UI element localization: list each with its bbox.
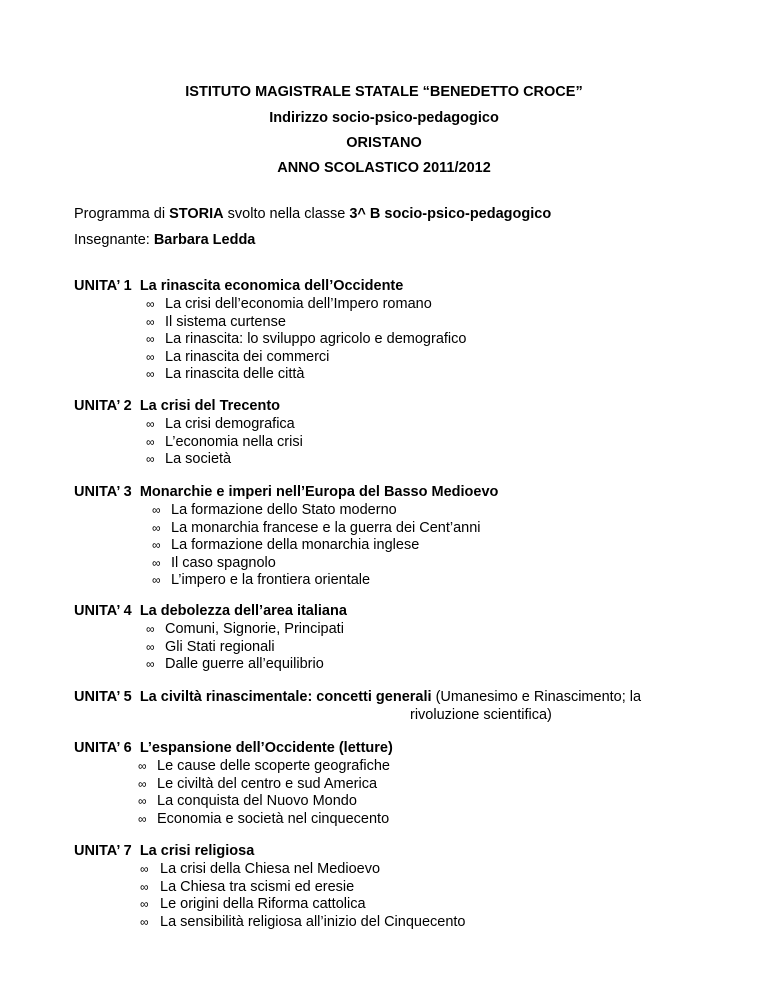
list-item: ∞ La società bbox=[146, 451, 232, 467]
unit-title-text: La civiltà rinascimentale: concetti generali bbox=[139, 689, 432, 705]
teacher-label: Insegnante: bbox=[74, 232, 154, 248]
unit-items bbox=[74, 296, 754, 384]
school-year: ANNO SCOLASTICO 2011/2012 bbox=[277, 160, 491, 176]
infinity-bullet-icon: ∞ bbox=[140, 879, 149, 894]
unit-number: UNITA’ 7 bbox=[74, 843, 132, 859]
infinity-bullet-icon: ∞ bbox=[146, 332, 155, 346]
list-item: ∞ La formazione della monarchia inglese bbox=[152, 537, 420, 553]
unit-title bbox=[74, 277, 754, 296]
unit-items bbox=[74, 502, 754, 590]
unit-number: UNITA’ 6 bbox=[74, 740, 132, 756]
unit-number: UNITA’ 5 bbox=[74, 689, 132, 705]
list-item: ∞ Dalle guerre all’equilibrio bbox=[146, 656, 324, 672]
list-item: ∞ La conquista del Nuovo Mondo bbox=[138, 793, 357, 809]
program-line bbox=[74, 206, 551, 222]
unit-number: UNITA’ 4 bbox=[74, 603, 132, 619]
infinity-bullet-icon: ∞ bbox=[152, 503, 161, 517]
unit-number: UNITA’ 2 bbox=[74, 398, 132, 414]
unit-title-text: L’espansione dell’Occidente (letture) bbox=[139, 740, 393, 756]
program-subject: STORIA bbox=[169, 206, 224, 222]
list-item: ∞ La monarchia francese e la guerra dei Cent’anni bbox=[152, 519, 481, 536]
program-prefix: Programma di bbox=[74, 206, 170, 222]
unit-items bbox=[74, 758, 754, 828]
list-item: ∞ La sensibilità religiosa all’inizio del Cinquecento bbox=[140, 913, 466, 930]
infinity-bullet-icon: ∞ bbox=[146, 657, 155, 671]
infinity-bullet-icon: ∞ bbox=[138, 794, 147, 808]
school-name: ISTITUTO MAGISTRALE STATALE “BENEDETTO CROCE” bbox=[185, 84, 583, 100]
infinity-bullet-icon: ∞ bbox=[152, 555, 161, 570]
unit-title-text: Monarchie e imperi nell’Europa del Basso Medioevo bbox=[139, 484, 499, 500]
list-item: ∞ La rinascita dei commerci bbox=[146, 348, 330, 365]
list-item: ∞ La Chiesa tra scismi ed eresie bbox=[140, 878, 355, 895]
infinity-bullet-icon: ∞ bbox=[140, 862, 149, 876]
unit-items bbox=[74, 621, 754, 674]
infinity-bullet-icon: ∞ bbox=[146, 452, 155, 466]
unit-5 bbox=[74, 688, 754, 723]
list-item: ∞ L’economia nella crisi bbox=[146, 433, 303, 450]
infinity-bullet-icon: ∞ bbox=[146, 622, 155, 636]
infinity-bullet-icon: ∞ bbox=[146, 639, 155, 654]
list-item: ∞ Le civiltà del centro e sud America bbox=[138, 775, 378, 792]
unit-title bbox=[74, 483, 754, 502]
list-item: ∞ Il caso spagnolo bbox=[152, 554, 276, 571]
infinity-bullet-icon: ∞ bbox=[146, 297, 155, 311]
infinity-bullet-icon: ∞ bbox=[138, 759, 147, 773]
infinity-bullet-icon: ∞ bbox=[140, 914, 149, 929]
unit-title bbox=[74, 397, 754, 416]
school-address: Indirizzo socio-psico-pedagogico bbox=[269, 110, 499, 126]
list-item: ∞ La crisi demografica bbox=[146, 416, 295, 432]
program-class: 3^ B socio-psico-pedagogico bbox=[349, 206, 552, 222]
unit-title bbox=[74, 842, 754, 861]
unit-7 bbox=[74, 842, 754, 931]
unit-number: UNITA’ 1 bbox=[74, 278, 132, 294]
list-item: ∞ Le origini della Riforma cattolica bbox=[140, 896, 366, 912]
list-item: ∞ Economia e società nel cinquecento bbox=[138, 810, 390, 827]
unit-note-continuation: rivoluzione scientifica) bbox=[410, 707, 552, 723]
unit-6 bbox=[74, 739, 754, 828]
unit-4 bbox=[74, 602, 754, 674]
infinity-bullet-icon: ∞ bbox=[146, 417, 155, 431]
list-item: ∞ La crisi della Chiesa nel Medioevo bbox=[140, 861, 381, 877]
infinity-bullet-icon: ∞ bbox=[146, 434, 155, 449]
unit-title bbox=[74, 688, 754, 707]
teacher-line bbox=[74, 232, 255, 248]
unit-title-text: La crisi del Trecento bbox=[139, 398, 281, 414]
infinity-bullet-icon: ∞ bbox=[146, 314, 155, 329]
program-middle: svolto nella classe bbox=[223, 206, 350, 222]
unit-3 bbox=[74, 483, 754, 590]
unit-title bbox=[74, 739, 754, 758]
list-item: ∞ Gli Stati regionali bbox=[146, 638, 275, 655]
list-item: ∞ La rinascita: lo sviluppo agricolo e demografico bbox=[146, 331, 467, 347]
list-item: ∞ Comuni, Signorie, Principati bbox=[146, 621, 344, 637]
unit-title-text: La rinascita economica dell’Occidente bbox=[139, 278, 404, 294]
unit-number: UNITA’ 3 bbox=[74, 484, 132, 500]
infinity-bullet-icon: ∞ bbox=[138, 776, 147, 791]
list-item: ∞ La rinascita delle città bbox=[146, 366, 305, 382]
list-item: ∞ Il sistema curtense bbox=[146, 313, 286, 330]
unit-title bbox=[74, 602, 754, 621]
list-item: ∞ La crisi dell’economia dell’Impero romano bbox=[146, 296, 432, 312]
unit-title-text: La debolezza dell’area italiana bbox=[139, 603, 347, 619]
school-city: ORISTANO bbox=[346, 135, 422, 151]
unit-note: (Umanesimo e Rinascimento; la bbox=[431, 689, 642, 705]
list-item: ∞ Le cause delle scoperte geografiche bbox=[138, 758, 390, 774]
unit-items bbox=[74, 416, 754, 469]
unit-2 bbox=[74, 397, 754, 469]
infinity-bullet-icon: ∞ bbox=[146, 349, 155, 364]
infinity-bullet-icon: ∞ bbox=[138, 811, 147, 826]
infinity-bullet-icon: ∞ bbox=[152, 573, 161, 587]
unit-title-text: La crisi religiosa bbox=[139, 843, 255, 859]
list-item: ∞ La formazione dello Stato moderno bbox=[152, 502, 397, 518]
infinity-bullet-icon: ∞ bbox=[152, 520, 161, 535]
list-item: ∞ L’impero e la frontiera orientale bbox=[152, 572, 371, 588]
unit-1 bbox=[74, 277, 754, 384]
unit-items bbox=[74, 861, 754, 931]
infinity-bullet-icon: ∞ bbox=[152, 538, 161, 552]
infinity-bullet-icon: ∞ bbox=[140, 897, 149, 911]
infinity-bullet-icon: ∞ bbox=[146, 367, 155, 381]
teacher-name: Barbara Ledda bbox=[153, 232, 256, 248]
